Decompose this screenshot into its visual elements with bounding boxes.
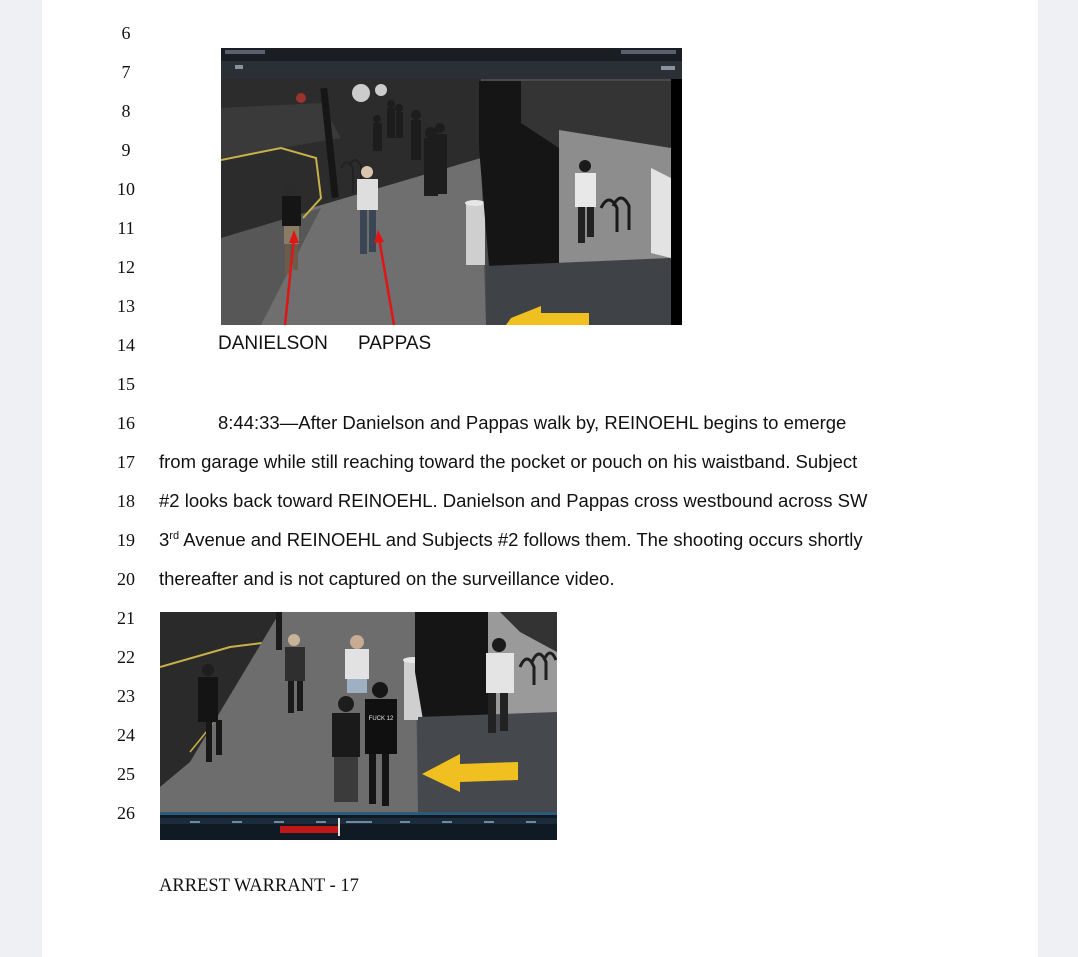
line-number: 8 (121, 101, 131, 121)
paragraph-line: from garage while still reaching toward the pocket or pouch on his waistband. Subject (159, 451, 858, 472)
line-number: 15 (117, 374, 135, 394)
line-number: 26 (117, 803, 135, 823)
ordinal-suffix: rd (169, 529, 180, 542)
paragraph-line: 8:44:33—After Danielson and Pappas walk by, REINOEHL begins to emerge (218, 412, 847, 433)
line-number: 9 (121, 140, 131, 160)
paragraph-line: thereafter and is not captured on the surveillance video. (159, 568, 615, 589)
line-number: 13 (117, 296, 135, 316)
paragraph-line: #2 looks back toward REINOEHL. Danielson and Pappas cross westbound across SW (159, 490, 868, 511)
line-number: 21 (117, 608, 135, 628)
line-number: 23 (117, 686, 135, 706)
ordinal-number: 3 (159, 529, 170, 550)
line-number: 17 (117, 452, 135, 472)
line-number: 7 (121, 62, 131, 82)
surveillance-still-1 (221, 48, 682, 325)
line-number: 19 (117, 530, 135, 550)
caption-danielson: DANIELSON (218, 333, 328, 354)
surveillance-image-2 (160, 612, 557, 840)
line-number: 10 (117, 179, 135, 199)
line-number: 24 (117, 725, 135, 745)
surveillance-still-2 (160, 612, 557, 840)
shirt-text: FUCK 12 (368, 716, 394, 722)
paragraph-line-rest: Avenue and REINOEHL and Subjects #2 follows them. The shooting occurs shortly (179, 529, 863, 550)
line-number: 20 (117, 569, 135, 589)
surveillance-image-1 (221, 48, 682, 325)
caption-pappas: PAPPAS (358, 333, 432, 354)
line-number: 14 (117, 335, 135, 355)
paragraph-line (159, 529, 863, 551)
line-number: 25 (117, 764, 135, 784)
line-number: 22 (117, 647, 135, 667)
line-number: 12 (117, 257, 135, 277)
line-number: 11 (117, 218, 135, 238)
line-number: 6 (121, 23, 131, 43)
line-number: 16 (117, 413, 135, 433)
line-number: 18 (117, 491, 135, 511)
page-footer: ARREST WARRANT - 17 (159, 876, 359, 896)
